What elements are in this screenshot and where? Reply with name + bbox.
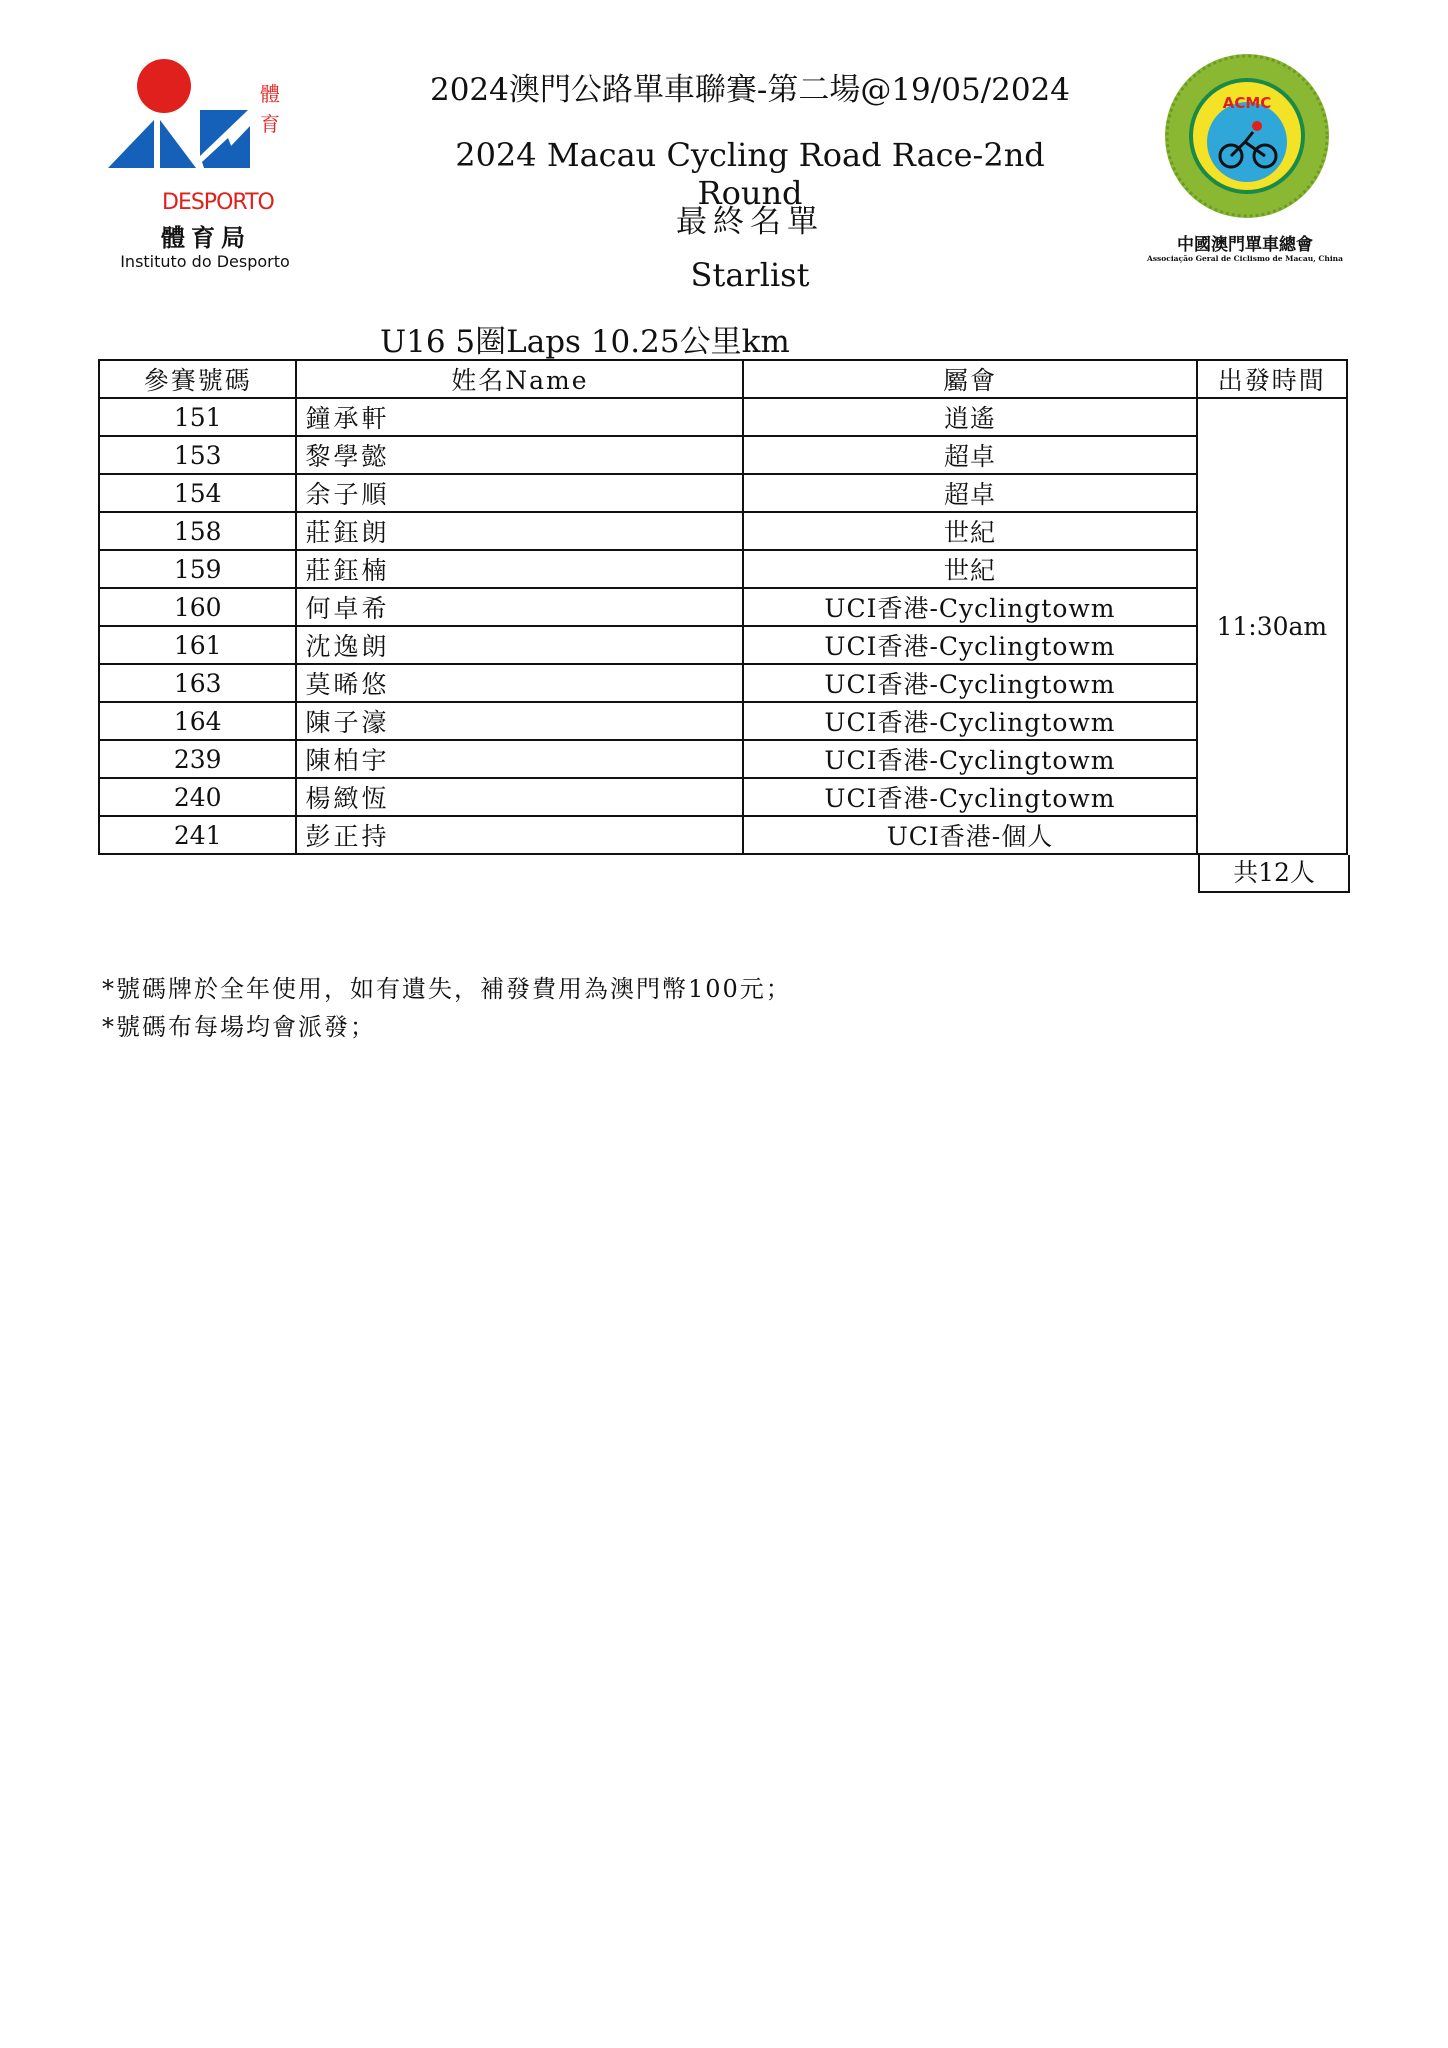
desporto-logo — [100, 48, 310, 288]
acmc-badge-icon — [1165, 52, 1335, 222]
header-club: 屬會 — [743, 360, 1196, 398]
rider-club: UCI香港-Cyclingtowm — [743, 702, 1196, 740]
rider-number: 239 — [99, 740, 296, 778]
table-row — [99, 474, 1347, 512]
rider-number: 164 — [99, 702, 296, 740]
table-row — [99, 664, 1347, 702]
rider-name: 莊鈺朗 — [296, 512, 743, 550]
subtitle-cn: 最終名單 — [676, 204, 824, 240]
table-row — [99, 512, 1347, 550]
table-row — [99, 398, 1347, 436]
table-row — [99, 702, 1347, 740]
start-time-cell: 11:30am — [1197, 398, 1347, 854]
rider-number: 163 — [99, 664, 296, 702]
rider-club: UCI香港-Cyclingtowm — [743, 588, 1196, 626]
table-header-row — [99, 360, 1347, 398]
title-cn: 2024澳門公路單車聯賽-第二場@19/05/2024 — [429, 72, 1071, 108]
table-row — [99, 626, 1347, 664]
rider-number: 151 — [99, 398, 296, 436]
header-name: 姓名Name — [296, 360, 743, 398]
rider-club: 世紀 — [743, 512, 1196, 550]
rider-name: 何卓希 — [296, 588, 743, 626]
rider-number: 154 — [99, 474, 296, 512]
svg-text:ACMC: ACMC — [1222, 94, 1272, 112]
acmc-pt-name: Associação Geral de Ciclismo de Macau, China — [1147, 254, 1343, 263]
rider-club: 世紀 — [743, 550, 1196, 588]
rider-name: 陳子濠 — [296, 702, 743, 740]
rider-club: UCI香港-Cyclingtowm — [743, 778, 1196, 816]
desporto-cn-name: 體育局 — [161, 224, 251, 252]
rider-name: 沈逸朗 — [296, 626, 743, 664]
table-row — [99, 550, 1347, 588]
rider-name: 莊鈺楠 — [296, 550, 743, 588]
desporto-wordmark: DESPORTO — [162, 190, 274, 215]
note-line: *號碼牌於全年使用，如有遺失，補發費用為澳門幣100元； — [102, 975, 792, 1003]
rider-name: 楊緻恆 — [296, 778, 743, 816]
rider-club: UCI香港-個人 — [743, 816, 1196, 854]
race-category: U16 5圈Laps 10.25公里km — [380, 324, 790, 360]
rider-name: 陳柏宇 — [296, 740, 743, 778]
rider-club: UCI香港-Cyclingtowm — [743, 626, 1196, 664]
rider-name: 鐘承軒 — [296, 398, 743, 436]
rider-club: UCI香港-Cyclingtowm — [743, 664, 1196, 702]
rider-number: 153 — [99, 436, 296, 474]
desporto-pt-name: Instituto do Desporto — [120, 252, 290, 271]
startlist-table — [98, 359, 1348, 855]
table-row — [99, 778, 1347, 816]
rider-club: 超卓 — [743, 436, 1196, 474]
rider-name: 莫晞悠 — [296, 664, 743, 702]
logo-vertical-char-1: 體 — [260, 82, 280, 106]
rider-club: 超卓 — [743, 474, 1196, 512]
logo-vertical-char-2: 育 — [260, 112, 280, 136]
acmc-cn-name: 中國澳門單車總會 — [1177, 235, 1313, 255]
rider-number: 240 — [99, 778, 296, 816]
acmc-logo — [1145, 52, 1345, 282]
table-row — [99, 816, 1347, 854]
note-line: *號碼布每場均會派發； — [102, 1013, 376, 1041]
title-en: 2024 Macau Cycling Road Race-2nd Round — [455, 136, 1045, 212]
rider-number: 241 — [99, 816, 296, 854]
header-start-time: 出發時間 — [1197, 360, 1347, 398]
rider-club: 逍遙 — [743, 398, 1196, 436]
rider-number: 158 — [99, 512, 296, 550]
rider-number: 161 — [99, 626, 296, 664]
rider-number: 159 — [99, 550, 296, 588]
total-count: 共12人 — [1198, 855, 1350, 893]
table-row — [99, 740, 1347, 778]
rider-name: 彭正持 — [296, 816, 743, 854]
subtitle-en: Starlist — [690, 256, 810, 294]
rider-name: 余子順 — [296, 474, 743, 512]
notes — [102, 970, 792, 1046]
header-number: 參賽號碼 — [99, 360, 296, 398]
table-row — [99, 436, 1347, 474]
rider-name: 黎學懿 — [296, 436, 743, 474]
rider-club: UCI香港-Cyclingtowm — [743, 740, 1196, 778]
rider-number: 160 — [99, 588, 296, 626]
table-row — [99, 588, 1347, 626]
